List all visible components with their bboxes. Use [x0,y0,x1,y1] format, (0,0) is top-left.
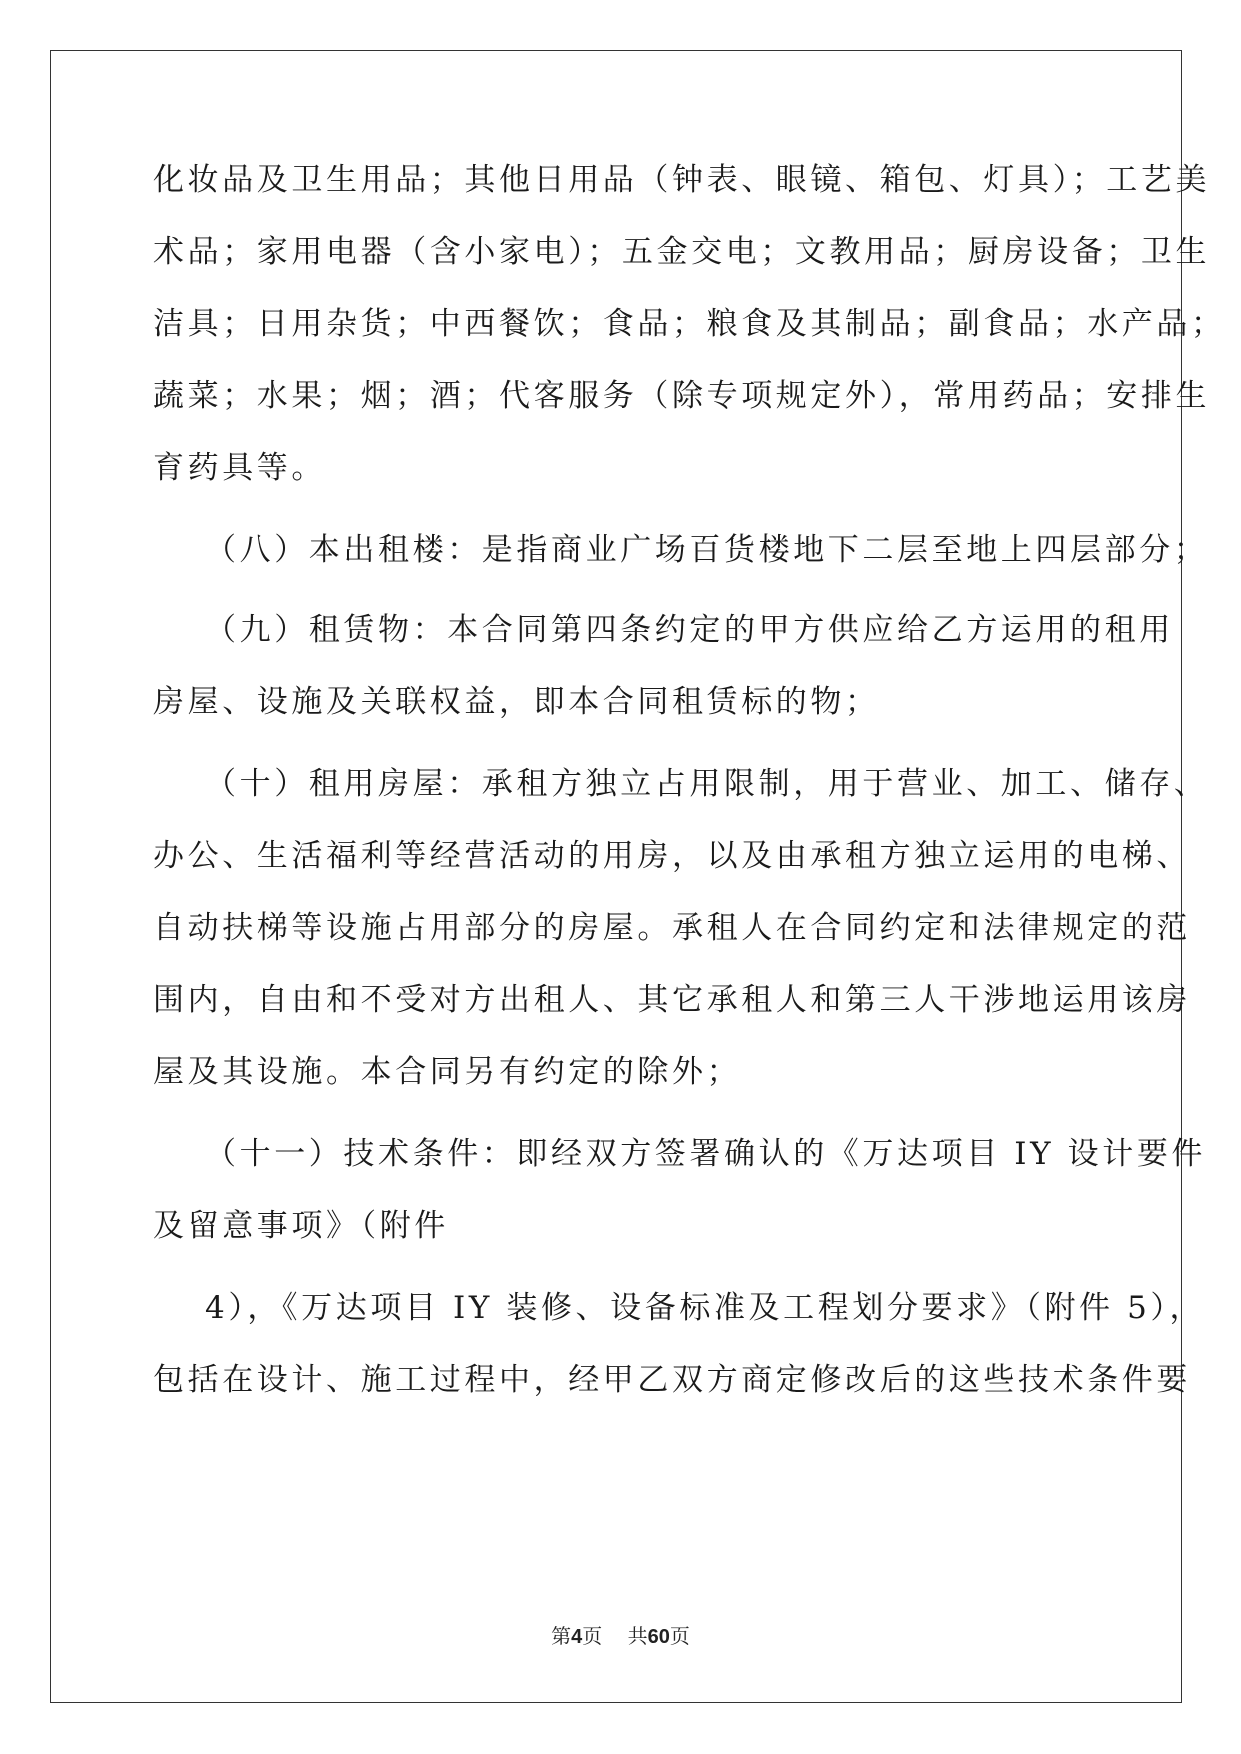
footer-total-unit: 页 [669,1624,690,1648]
text-line: 蔬菜；水果；烟；酒；代客服务（除专项规定外），常用药品；安排生 [153,378,1211,414]
text-line: 及留意事项》（附件 [153,1208,449,1244]
paragraph-start-line: （十一）技术条件：即经双方签署确认的《万达项目 IY 设计要件 [205,1136,1207,1172]
text-line: 育药具等。 [153,450,326,486]
text-line: 围内，自由和不受对方出租人、其它承租人和第三人干涉地运用该房 [153,982,1191,1018]
footer-total-prefix: 共 [627,1624,648,1648]
footer-total-pages: 60 [647,1626,670,1648]
paragraph-start-line: （九）租赁物：本合同第四条约定的甲方供应给乙方运用的租用 [205,612,1174,648]
paragraph-start-line: （十）租用房屋：承租方独立占用限制，用于营业、加工、储存、 [205,766,1209,802]
text-line: 办公、生活福利等经营活动的用房，以及由承租方独立运用的电梯、 [153,838,1191,874]
page-footer [0,1620,1241,1649]
text-line: 洁具；日用杂货；中西餐饮；食品；粮食及其制品；副食品；水产品； [153,306,1226,342]
text-line: 屋及其设施。本合同另有约定的除外； [153,1054,742,1090]
text-line: 自动扶梯等设施占用部分的房屋。承租人在合同约定和法律规定的范 [153,910,1191,946]
page-border [50,50,1182,1703]
text-line: 术品；家用电器（含小家电）；五金交电；文教用品；厨房设备；卫生 [153,234,1211,270]
text-line: 包括在设计、施工过程中，经甲乙双方商定修改后的这些技术条件要 [153,1362,1191,1398]
paragraph-start-line: （八）本出租楼：是指商业广场百货楼地下二层至地上四层部分； [205,532,1209,568]
footer-page-unit: 页 [582,1624,603,1648]
paragraph-start-line: 4），《万达项目 IY 装修、设备标准及工程划分要求》（附件 5）， [205,1290,1205,1326]
text-line: 房屋、设施及关联权益，即本合同租赁标的物； [153,684,880,720]
text-line: 化妆品及卫生用品；其他日用品（钟表、眼镜、箱包、灯具）；工艺美 [153,162,1211,198]
footer-prefix: 第 [551,1624,572,1648]
footer-page-number: 4 [571,1626,583,1648]
